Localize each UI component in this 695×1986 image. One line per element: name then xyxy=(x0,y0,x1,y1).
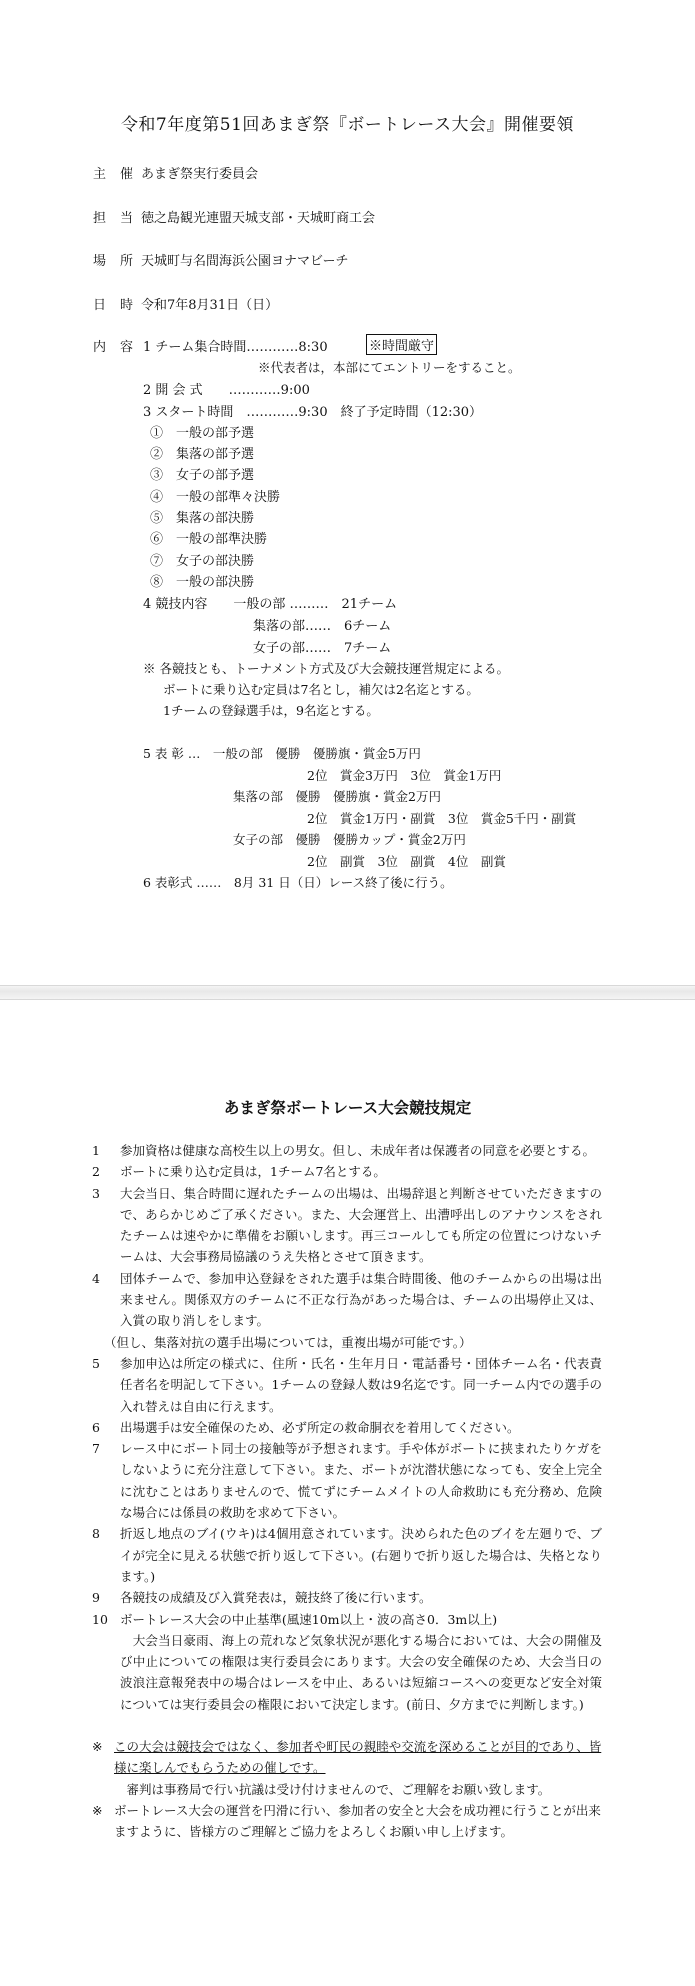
race-item: ③ 女子の部予選 xyxy=(150,468,255,483)
organizer-value: あまぎ祭実行委員会 xyxy=(141,167,259,182)
rule-text: レース中にボート同士の接触等が予想されます。手や体がボートに挟まれたりケガをしないように充分注意して下さい。また、ボートが沈潜状態になっても、安全上完全に沈むことはありませんので、慌てずにチームメイトの人命救助にも充分務め、危険な場合には係員の救助を求めて下さい。 xyxy=(120,1441,602,1521)
charge-value: 徳之島観光連盟天城支部・天城町商工会 xyxy=(141,211,376,226)
page-separator xyxy=(0,985,695,1000)
place-label: 場所 xyxy=(93,254,148,269)
content-item-1: 1 チーム集合時間…………8:30 xyxy=(143,340,328,355)
race-item: ⑤ 集落の部決勝 xyxy=(150,511,255,526)
race-item: ④ 一般の部準々決勝 xyxy=(150,490,281,505)
place-value: 天城町与名間海浜公園ヨナマビーチ xyxy=(141,254,349,269)
rule-number xyxy=(92,1332,104,1353)
ceremony-time: 6 表彰式 …… 8月 31 日（日）レース終了後に行う。 xyxy=(143,875,453,890)
content-label: 内容 xyxy=(93,340,148,355)
content-item-1-note: ※代表者は，本部にてエントリーをすること。 xyxy=(258,360,521,375)
note-text: この大会は競技会ではなく、参加者や町民の親睦や交流を深めることが目的であり、皆様に楽しんでもらうための催しです。 xyxy=(114,1739,602,1776)
rule-number: 7 xyxy=(92,1441,100,1457)
note-mark: ※ xyxy=(92,1739,103,1755)
rule-number xyxy=(92,1630,120,1715)
race-item: ⑦ 女子の部決勝 xyxy=(150,554,255,569)
award-general-places: 2位 賞金3万円 3位 賞金1万円 xyxy=(307,768,502,783)
date-label: 日時 xyxy=(93,298,148,313)
race-item: ⑧ 一般の部決勝 xyxy=(150,575,255,590)
rule-text: 大会当日、集合時間に遅れたチームの出場は、出場辞退と判断させていただきますので、あらかじめご了承ください。また、大会運営上、出漕呼出しのアナウンスをされたチームは速やかに準備をお願いします。再三コールしても所定の位置につけないチームは、大会事務局協議のうえ失格とさせて頂きます。 xyxy=(120,1185,602,1265)
rule-number: 1 xyxy=(92,1143,100,1158)
rule-text: （但し、集落対抗の選手出場については，重複出場が可能です。） xyxy=(104,1334,472,1350)
content-item-4-women: 女子の部…… 7チーム xyxy=(253,641,392,656)
note-mark: ※ xyxy=(92,1802,103,1818)
rule-item xyxy=(92,1183,602,1268)
page-2 xyxy=(0,1000,695,1986)
rule-item xyxy=(92,1417,602,1438)
note-mark xyxy=(92,1779,114,1800)
content-item-4-village: 集落の部…… 6チーム xyxy=(253,619,392,634)
page-title: 令和7年度第51回あまぎ祭『ボートレース大会』開催要領 xyxy=(120,115,575,135)
rules-list xyxy=(92,1140,602,1843)
award-women-winner: 女子の部 優勝 優勝カップ・賞金2万円 xyxy=(233,832,466,847)
rule-item xyxy=(92,1140,602,1161)
note-text: 審判は事務局で行い抗議は受け付けませんので、ご理解をお願い致します。 xyxy=(114,1781,551,1797)
rule-number: 10 xyxy=(92,1611,108,1627)
rule-item xyxy=(92,1587,602,1608)
rule-item xyxy=(92,1353,602,1417)
rule-item xyxy=(92,1161,602,1182)
time-strict-badge: ※時間厳守 xyxy=(366,334,437,355)
award-village-places: 2位 賞金1万円・副賞 3位 賞金5千円・副賞 xyxy=(307,811,577,826)
charge-label: 担当 xyxy=(93,211,148,226)
rule-item xyxy=(92,1332,602,1353)
date-value: 令和7年8月31日（日） xyxy=(141,298,279,313)
rule-number: 4 xyxy=(92,1270,100,1286)
note-item xyxy=(92,1800,602,1843)
rule-text: 団体チームで、参加申込登録をされた選手は集合時間後、他のチームからの出場は出来ません。関係双方のチームに不正な行為があった場合は、チームの出場停止又は、入賞の取り消しをします。 xyxy=(120,1270,602,1329)
organizer-label: 主催 xyxy=(93,167,148,182)
award-women-places: 2位 副賞 3位 副賞 4位 副賞 xyxy=(307,854,506,869)
rule-text: 出場選手は安全確保のため、必ず所定の救命胴衣を着用してください。 xyxy=(120,1419,520,1435)
rule-text: 参加申込は所定の様式に、住所・氏名・生年月日・電話番号・団体チーム名・代表責任者名を明記して下さい。1チームの登録人数は9名迄です。同一チーム内での選手の入れ替えは自由に行えます。 xyxy=(120,1355,602,1414)
rule-number: 9 xyxy=(92,1590,100,1606)
note-text: ボートレース大会の運営を円滑に行い、参加者の安全と大会を成功裡に行うことが出来ますように、皆様方のご理解とご協力をよろしくお願い申し上げます。 xyxy=(114,1802,601,1840)
race-item: ① 一般の部予選 xyxy=(150,426,255,441)
rule-item xyxy=(92,1523,602,1587)
note-item xyxy=(92,1779,602,1800)
rule-number: 2 xyxy=(92,1164,100,1180)
content-item-4: 4 競技内容 一般の部 ……… 21チーム xyxy=(143,597,398,612)
page-1 xyxy=(0,0,695,985)
rule-item xyxy=(92,1609,602,1630)
award-general-winner: 5 表 彰 … 一般の部 優勝 優勝旗・賞金5万円 xyxy=(143,746,421,761)
rule-number: 8 xyxy=(92,1526,100,1542)
rule-number: 5 xyxy=(92,1355,100,1371)
competition-note-1: ※ 各競技とも、トーナメント方式及び大会競技運営規定による。 xyxy=(143,661,509,676)
competition-note-3: 1チームの登録選手は，9名迄とする。 xyxy=(163,703,379,718)
rule-number: 6 xyxy=(92,1419,100,1435)
rule-item xyxy=(92,1630,602,1715)
rule-number: 3 xyxy=(92,1185,100,1201)
content-item-2: 2 開 会 式 …………9:00 xyxy=(143,383,310,398)
note-item xyxy=(92,1736,602,1779)
rule-item xyxy=(92,1438,602,1523)
rule-text: 参加資格は健康な高校生以上の男女。但し、未成年者は保護者の同意を必要とする。 xyxy=(120,1143,596,1158)
rule-text: 大会当日豪雨、海上の荒れなど気象状況が悪化する場合においては、大会の開催及び中止についての権限は実行委員会にあります。大会の安全確保のため、大会当日の波浪注意報発表中の場合はレースを中止、あるいは短縮コースへの変更など安全対策については実行委員会の権限において決定します。(前日、夕方までに判断します。) xyxy=(120,1632,602,1712)
rule-text: 各競技の成績及び入賞発表は，競技終了後に行います。 xyxy=(120,1590,432,1606)
race-item: ② 集落の部予選 xyxy=(150,447,255,462)
content-item-3: 3 スタート時間 …………9:30 終了予定時間（12:30） xyxy=(143,405,483,420)
award-village-winner: 集落の部 優勝 優勝旗・賞金2万円 xyxy=(233,789,441,804)
rules-title: あまぎ祭ボートレース大会競技規定 xyxy=(223,1098,472,1117)
rule-text: ボートに乗り込む定員は，1チーム7名とする。 xyxy=(120,1164,386,1180)
rule-text: ボートレース大会の中止基準(風速10m以上・波の高さ0．3m以上) xyxy=(120,1611,498,1627)
competition-note-2: ボートに乗り込む定員は7名とし，補欠は2名迄とする。 xyxy=(163,682,479,697)
race-item: ⑥ 一般の部準決勝 xyxy=(150,532,268,547)
rule-item xyxy=(92,1268,602,1332)
rule-text: 折返し地点のブイ(ウキ)は4個用意されています。決められた色のブイを左廻りで、ブイが完全に見える状態で折り返して下さい。(右廻りで折り返した場合は、失格となります。) xyxy=(120,1526,602,1584)
